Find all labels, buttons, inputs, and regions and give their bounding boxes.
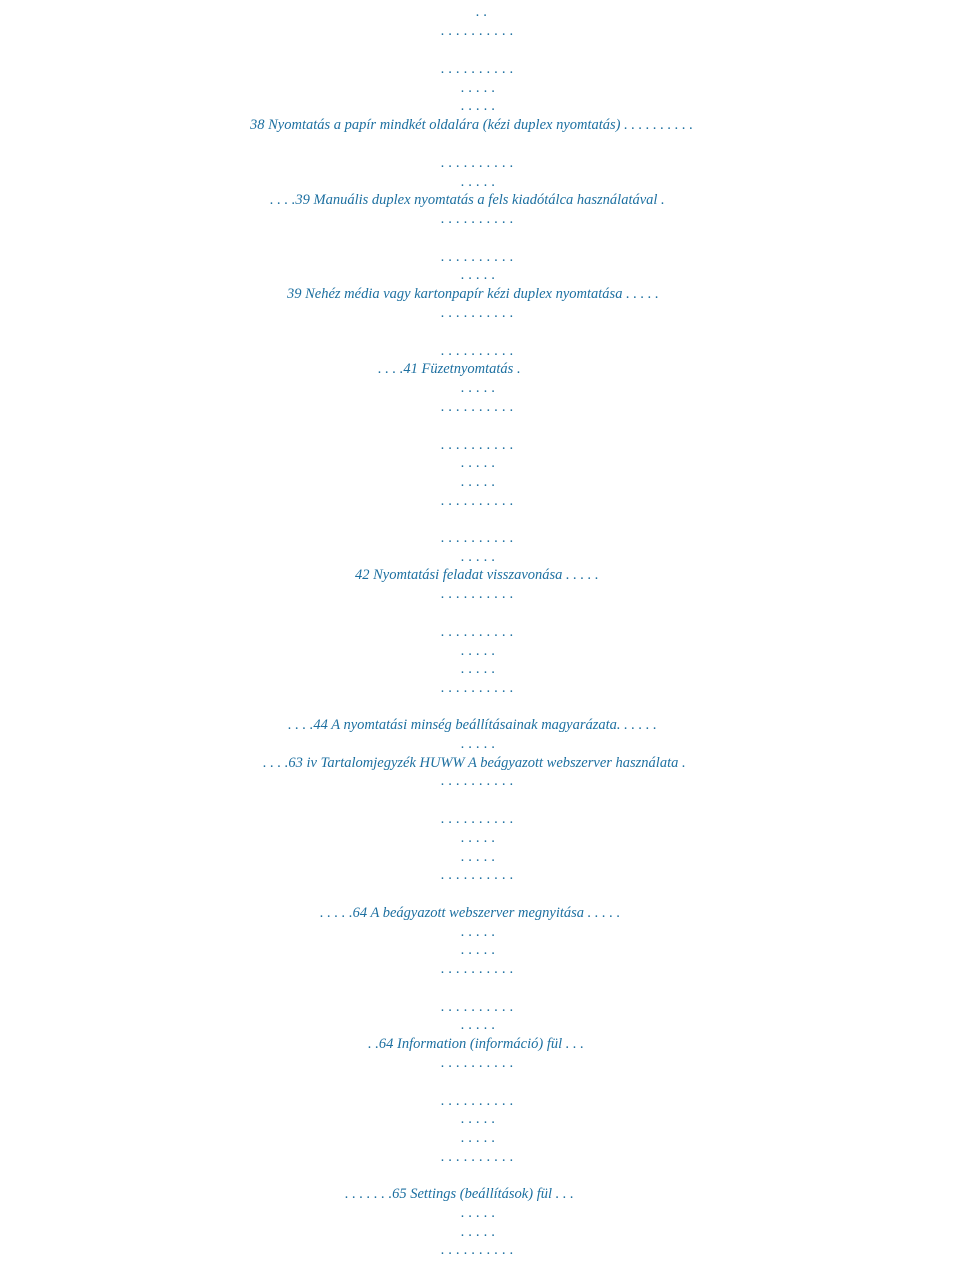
- toc-dot-leader: . . . . . . . . . .: [441, 23, 514, 39]
- toc-dot-leader: . . . . . . . . . .: [441, 211, 514, 227]
- toc-entry: . .64 Information (információ) fül . . .: [368, 1036, 584, 1052]
- toc-dot-leader: . . . . .: [461, 267, 496, 283]
- toc-entry: . . . . . . .65 Settings (beállítások) fül . . .: [345, 1186, 574, 1202]
- toc-dot-leader: . . . . .: [461, 98, 496, 114]
- toc-dot-leader: . . . . . . . . . .: [441, 437, 514, 453]
- toc-dot-leader: . . . . . . . . . .: [441, 1055, 514, 1071]
- toc-dot-leader: . . . . . . . . . .: [441, 305, 514, 321]
- toc-dot-leader: . . . . .: [461, 1224, 496, 1240]
- toc-entry: 42 Nyomtatási feladat visszavonása . . . . .: [355, 567, 599, 583]
- toc-dot-leader: . . . . .: [461, 455, 496, 471]
- toc-dot-leader: . . . . . . . . . .: [441, 155, 514, 171]
- toc-dot-leader: . . . . .: [461, 736, 496, 752]
- toc-dot-leader: . . . . .: [461, 643, 496, 659]
- toc-dot-leader: . . . . . . . . . .: [441, 624, 514, 640]
- toc-dot-leader: . . . . . . . . . .: [441, 343, 514, 359]
- toc-dot-leader: . . . . . . . . . .: [441, 773, 514, 789]
- toc-dot-leader: . . . . . . . . . .: [441, 867, 514, 883]
- toc-dot-leader: . . . . .: [461, 1130, 496, 1146]
- toc-dot-leader: . . . . .: [461, 924, 496, 940]
- toc-entry: . . . . .64 A beágyazott webszerver megnyitása . . . . .: [320, 905, 621, 921]
- toc-entry: . . . .63 iv Tartalomjegyzék HUWW A beágyazott webszerver használata .: [263, 755, 686, 771]
- toc-dot-leader: . . . . . . . . . .: [441, 493, 514, 509]
- toc-dot-leader: . . . . .: [461, 942, 496, 958]
- toc-dot-leader: . . . . .: [461, 661, 496, 677]
- toc-dot-leader: . . . . . . . . . .: [441, 586, 514, 602]
- toc-dot-leader: . . . . . . . . . .: [441, 530, 514, 546]
- toc-dot-leader: . . . . . . . . . .: [441, 399, 514, 415]
- toc-dot-leader: . . . . . . . . . .: [441, 999, 514, 1015]
- toc-dot-leader: . . . . .: [461, 80, 496, 96]
- toc-dot-leader: . . . . . . . . . .: [441, 61, 514, 77]
- toc-dot-leader: . . . . .: [461, 549, 496, 565]
- toc-dot-leader: . . . . .: [461, 849, 496, 865]
- toc-dot-leader: . . . . . . . . . .: [441, 811, 514, 827]
- toc-dot-leader: . .: [476, 4, 488, 20]
- toc-dot-leader: . . . . .: [461, 1205, 496, 1221]
- toc-dot-leader: . . . . .: [461, 380, 496, 396]
- toc-dot-leader: . . . . . . . . . .: [441, 680, 514, 696]
- toc-entry: 39 Nehéz média vagy kartonpapír kézi duplex nyomtatása . . . . .: [287, 286, 659, 302]
- toc-dot-leader: . . . . .: [461, 830, 496, 846]
- toc-dot-leader: . . . . . . . . . .: [441, 249, 514, 265]
- toc-entry: 38 Nyomtatás a papír mindkét oldalára (kézi duplex nyomtatás) . . . . . . . . . .: [250, 117, 694, 133]
- toc-entry: . . . .41 Füzetnyomtatás .: [378, 361, 521, 377]
- toc-dot-leader: . . . . .: [461, 1111, 496, 1127]
- toc-entry: . . . .44 A nyomtatási minség beállításainak magyarázata. . . . . .: [288, 717, 657, 733]
- toc-dot-leader: . . . . . . . . . .: [441, 1093, 514, 1109]
- toc-dot-leader: . . . . .: [461, 474, 496, 490]
- toc-dot-leader: . . . . .: [461, 1017, 496, 1033]
- toc-dot-leader: . . . . .: [461, 174, 496, 190]
- toc-dot-leader: . . . . . . . . . .: [441, 961, 514, 977]
- toc-dot-leader: . . . . . . . . . .: [441, 1242, 514, 1258]
- toc-entry: . . . .39 Manuális duplex nyomtatás a fels kiadótálca használatával .: [270, 192, 665, 208]
- toc-dot-leader: . . . . . . . . . .: [441, 1149, 514, 1165]
